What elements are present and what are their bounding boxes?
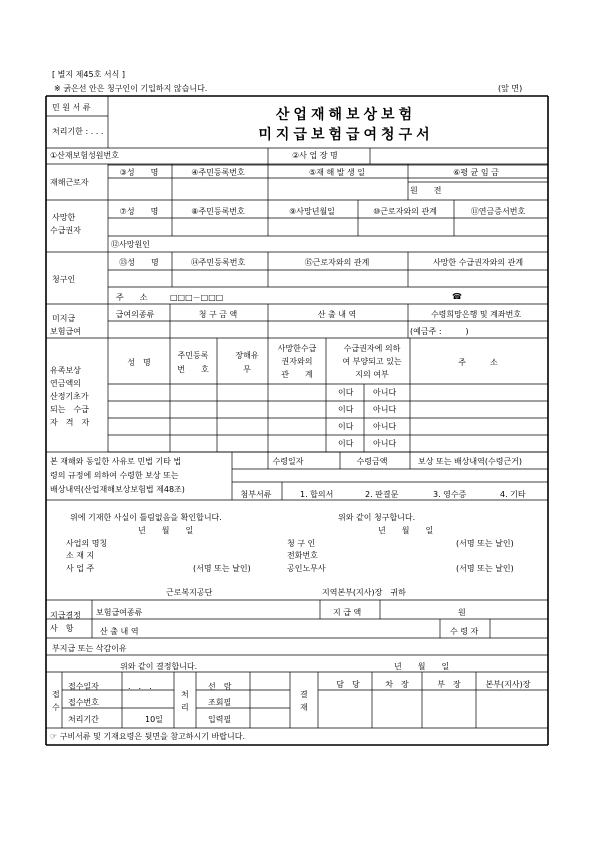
compensation-desc-1: 본 재해와 동일한 사유로 민법 기타 법 (50, 457, 182, 466)
support-yes[interactable]: 이다 (338, 422, 354, 431)
owner-sign[interactable]: (서명 또는 날인) (193, 564, 251, 573)
survivor-rrn-header-2: 번 호 (177, 365, 209, 374)
calc-label: 산 출 내 역 (317, 310, 357, 319)
title-line-1: 산업재해보상보험 (275, 107, 417, 123)
attach-item[interactable]: 3. 영수증 (433, 490, 467, 499)
receipt-label-2: 수 (52, 703, 60, 712)
depositor-field[interactable]: (예금주 : ) (410, 327, 469, 336)
approval-label-1: 결 (300, 690, 308, 699)
comp-date-header: 수령일자 (272, 457, 304, 466)
lookup-label: 조회필 (208, 698, 232, 707)
receipt-no-label: 접수번호 (68, 698, 99, 707)
unpaid-label-2: 보험급여 (50, 327, 81, 336)
attorney-sign[interactable]: (서명 또는 날인) (456, 564, 514, 573)
reject-reason-label: 부지급 또는 삭감이유 (52, 644, 127, 653)
postcode-boxes[interactable]: □□□－□□□ (170, 293, 224, 302)
footer-note: ☞ 구비서류 및 기재요령은 뒷면을 참고하시기 바랍니다. (50, 732, 245, 741)
compensation-desc-3: 배상내역(산업재해보상보험법 제48조) (50, 485, 185, 494)
biz-location-label: 소 재 지 (66, 551, 95, 560)
page-side: (앞 면) (498, 84, 523, 93)
attach-label: 첨부서류 (240, 490, 272, 499)
receipt-date-label: 접수일자 (68, 682, 99, 691)
survivor-label-4: 되는 수급 (50, 405, 89, 414)
process-label-1: 처 (181, 690, 189, 699)
receipt-label-1: 접 (52, 690, 60, 699)
attach-item[interactable]: 4. 기타 (500, 490, 526, 499)
claim-amount-label: 청 구 금 액 (198, 310, 238, 319)
death-cause-label: ⑫사망원인 (111, 240, 150, 249)
deceased-label-2: 수급권자 (50, 226, 81, 235)
injured-name-label: ③성 명 (119, 168, 159, 177)
survivor-label-2: 연금액의 (50, 379, 81, 388)
survivor-relation-header: 사망한수급 (277, 344, 317, 353)
deceased-name-label: ⑦성 명 (119, 207, 159, 216)
support-yes[interactable]: 이다 (338, 388, 354, 397)
approval-label-2: 재 (300, 703, 308, 712)
phone-icon: ☎ (452, 292, 462, 301)
survivor-name-header: 성 명 (127, 358, 151, 367)
approver-role: 담 당 (336, 680, 360, 689)
receiver-label: 수 령 자 (450, 627, 479, 636)
biz-name-label: 사업의 명칭 (66, 539, 108, 548)
attach-item[interactable]: 2. 판결문 (365, 490, 399, 499)
survivor-label-1: 유족보상 (50, 366, 81, 375)
decision-label-1: 지급결정 (50, 611, 81, 620)
claimant-phone-label: 전화번호 (287, 551, 318, 560)
support-no[interactable]: 아니다 (373, 439, 397, 448)
bank-account-label: 수령희망은행 및 계좌번호 (430, 310, 522, 319)
support-yes[interactable]: 이다 (338, 439, 354, 448)
deadline-field[interactable]: 처리기한 : . . . (52, 127, 104, 136)
survivor-relation-header-2: 권자와의 (281, 357, 313, 366)
decision-statement: 위와 같이 결정합니다. (120, 662, 198, 671)
receipt-date-value[interactable]: . . . (128, 682, 152, 691)
unpaid-label-1: 미지급 (52, 314, 76, 323)
reviewed-label: 선 람 (208, 682, 232, 691)
deceased-relation-label: ⑩근로자와의 관계 (373, 207, 437, 216)
support-yes[interactable]: 이다 (338, 405, 354, 414)
decision-kind-label: 보험급여종류 (96, 608, 143, 617)
biz-owner-label: 사 업 주 (66, 564, 95, 573)
process-label-2: 리 (181, 703, 189, 712)
death-date-label: ⑨사망년월일 (289, 207, 335, 216)
claimant-relation-label: ⑮근로자와의 관계 (304, 258, 370, 267)
injured-wage-label: ⑥평 균 임 금 (453, 168, 499, 177)
wage-unit: 원 전 (410, 186, 442, 195)
form-number: [ 별지 제45호 서식 ] (52, 70, 125, 79)
claim-statement: 위와 같이 청구합니다. (338, 513, 416, 522)
branch-addressee: 지역본부(지사)장 귀하 (322, 588, 406, 597)
comp-detail-header: 보상 또는 배상내역(수령근거) (417, 457, 523, 466)
claimant-relation2-label: 사망한 수급권자와의 관계 (432, 258, 524, 267)
survivor-rrn-header: 주민등록 (177, 351, 209, 360)
claim-date[interactable]: 년 월 일 (378, 526, 434, 535)
workplace-label: ②사 업 장 명 (292, 151, 338, 160)
claimant-label: 청구인 (52, 275, 76, 284)
decision-amount-label: 지 급 액 (333, 608, 362, 617)
support-header: 수급권자에 의하 (343, 344, 401, 353)
survivor-relation-header-3: 관 계 (281, 370, 313, 379)
civil-doc-label: 민 원 서 류 (52, 103, 91, 112)
title-line-2: 미지급보험급여청구서 (258, 127, 434, 143)
deceased-rrn-label: ⑧주민등록번호 (191, 207, 245, 216)
period-label: 처리기간 (68, 715, 99, 724)
labor-attorney-label: 공인노무사 (287, 564, 326, 573)
claimant-rrn-label: ⑭주민등록번호 (190, 258, 246, 267)
claimant-name-label: ⑬성 명 (119, 258, 159, 267)
support-header-3: 지의 여부 (355, 370, 389, 379)
injured-date-label: ⑤재 해 발 생 일 (309, 168, 365, 177)
disabled-header: 장해유 (235, 351, 259, 360)
decision-date[interactable]: 년 월 일 (394, 662, 450, 671)
attach-item[interactable]: 1. 합의서 (300, 490, 334, 499)
approver-role: 차 장 (385, 680, 409, 689)
injured-label: 재해근로자 (50, 178, 89, 187)
approver-role: 본부(지사)장 (485, 680, 531, 689)
decision-calc-label: 산 출 내 역 (100, 627, 139, 636)
compensation-desc-2: 령의 규정에 의하여 수령한 보상 또는 (50, 471, 179, 480)
comp-amount-header: 수령금액 (356, 457, 388, 466)
claimant-address-label: 주 소 (116, 293, 148, 302)
survivor-address-header: 주 소 (458, 358, 498, 367)
claimant-sign-label: 청 구 인 (287, 539, 316, 548)
decision-label-2: 사 항 (50, 624, 74, 633)
deceased-label-1: 사망한 (52, 213, 76, 222)
approver-role: 부 장 (437, 680, 461, 689)
support-header-2: 여 부양되고 있는 (342, 357, 402, 366)
survivor-label-5: 자 격 자 (50, 418, 90, 427)
disabled-header-2: 무 (243, 365, 251, 374)
pension-no-label: ⑪연금증서번호 (470, 207, 526, 216)
form-note: ※ 굵은선 안은 청구인이 기입하지 않습니다. (54, 84, 208, 93)
support-no[interactable]: 아니다 (373, 405, 397, 414)
confirm-date[interactable]: 년 월 일 (138, 526, 194, 535)
support-no[interactable]: 아니다 (373, 388, 397, 397)
injured-rrn-label: ④주민등록번호 (191, 168, 245, 177)
benefit-kind-label: 급여의종류 (115, 310, 155, 319)
survivor-label-3: 산정기초가 (50, 392, 89, 401)
confirm-statement: 위에 기재한 사실이 틀림없음을 확인합니다. (70, 513, 222, 522)
support-no[interactable]: 아니다 (373, 422, 397, 431)
input-label: 입력필 (208, 715, 232, 724)
period-days: 10일 (145, 715, 163, 724)
corporation-name: 근로복지공단 (166, 588, 213, 597)
insurance-no-label: ①산재보험성원번호 (50, 151, 119, 160)
decision-won: 원 (458, 608, 466, 617)
claimant-sign[interactable]: (서명 또는 날인) (456, 539, 514, 548)
